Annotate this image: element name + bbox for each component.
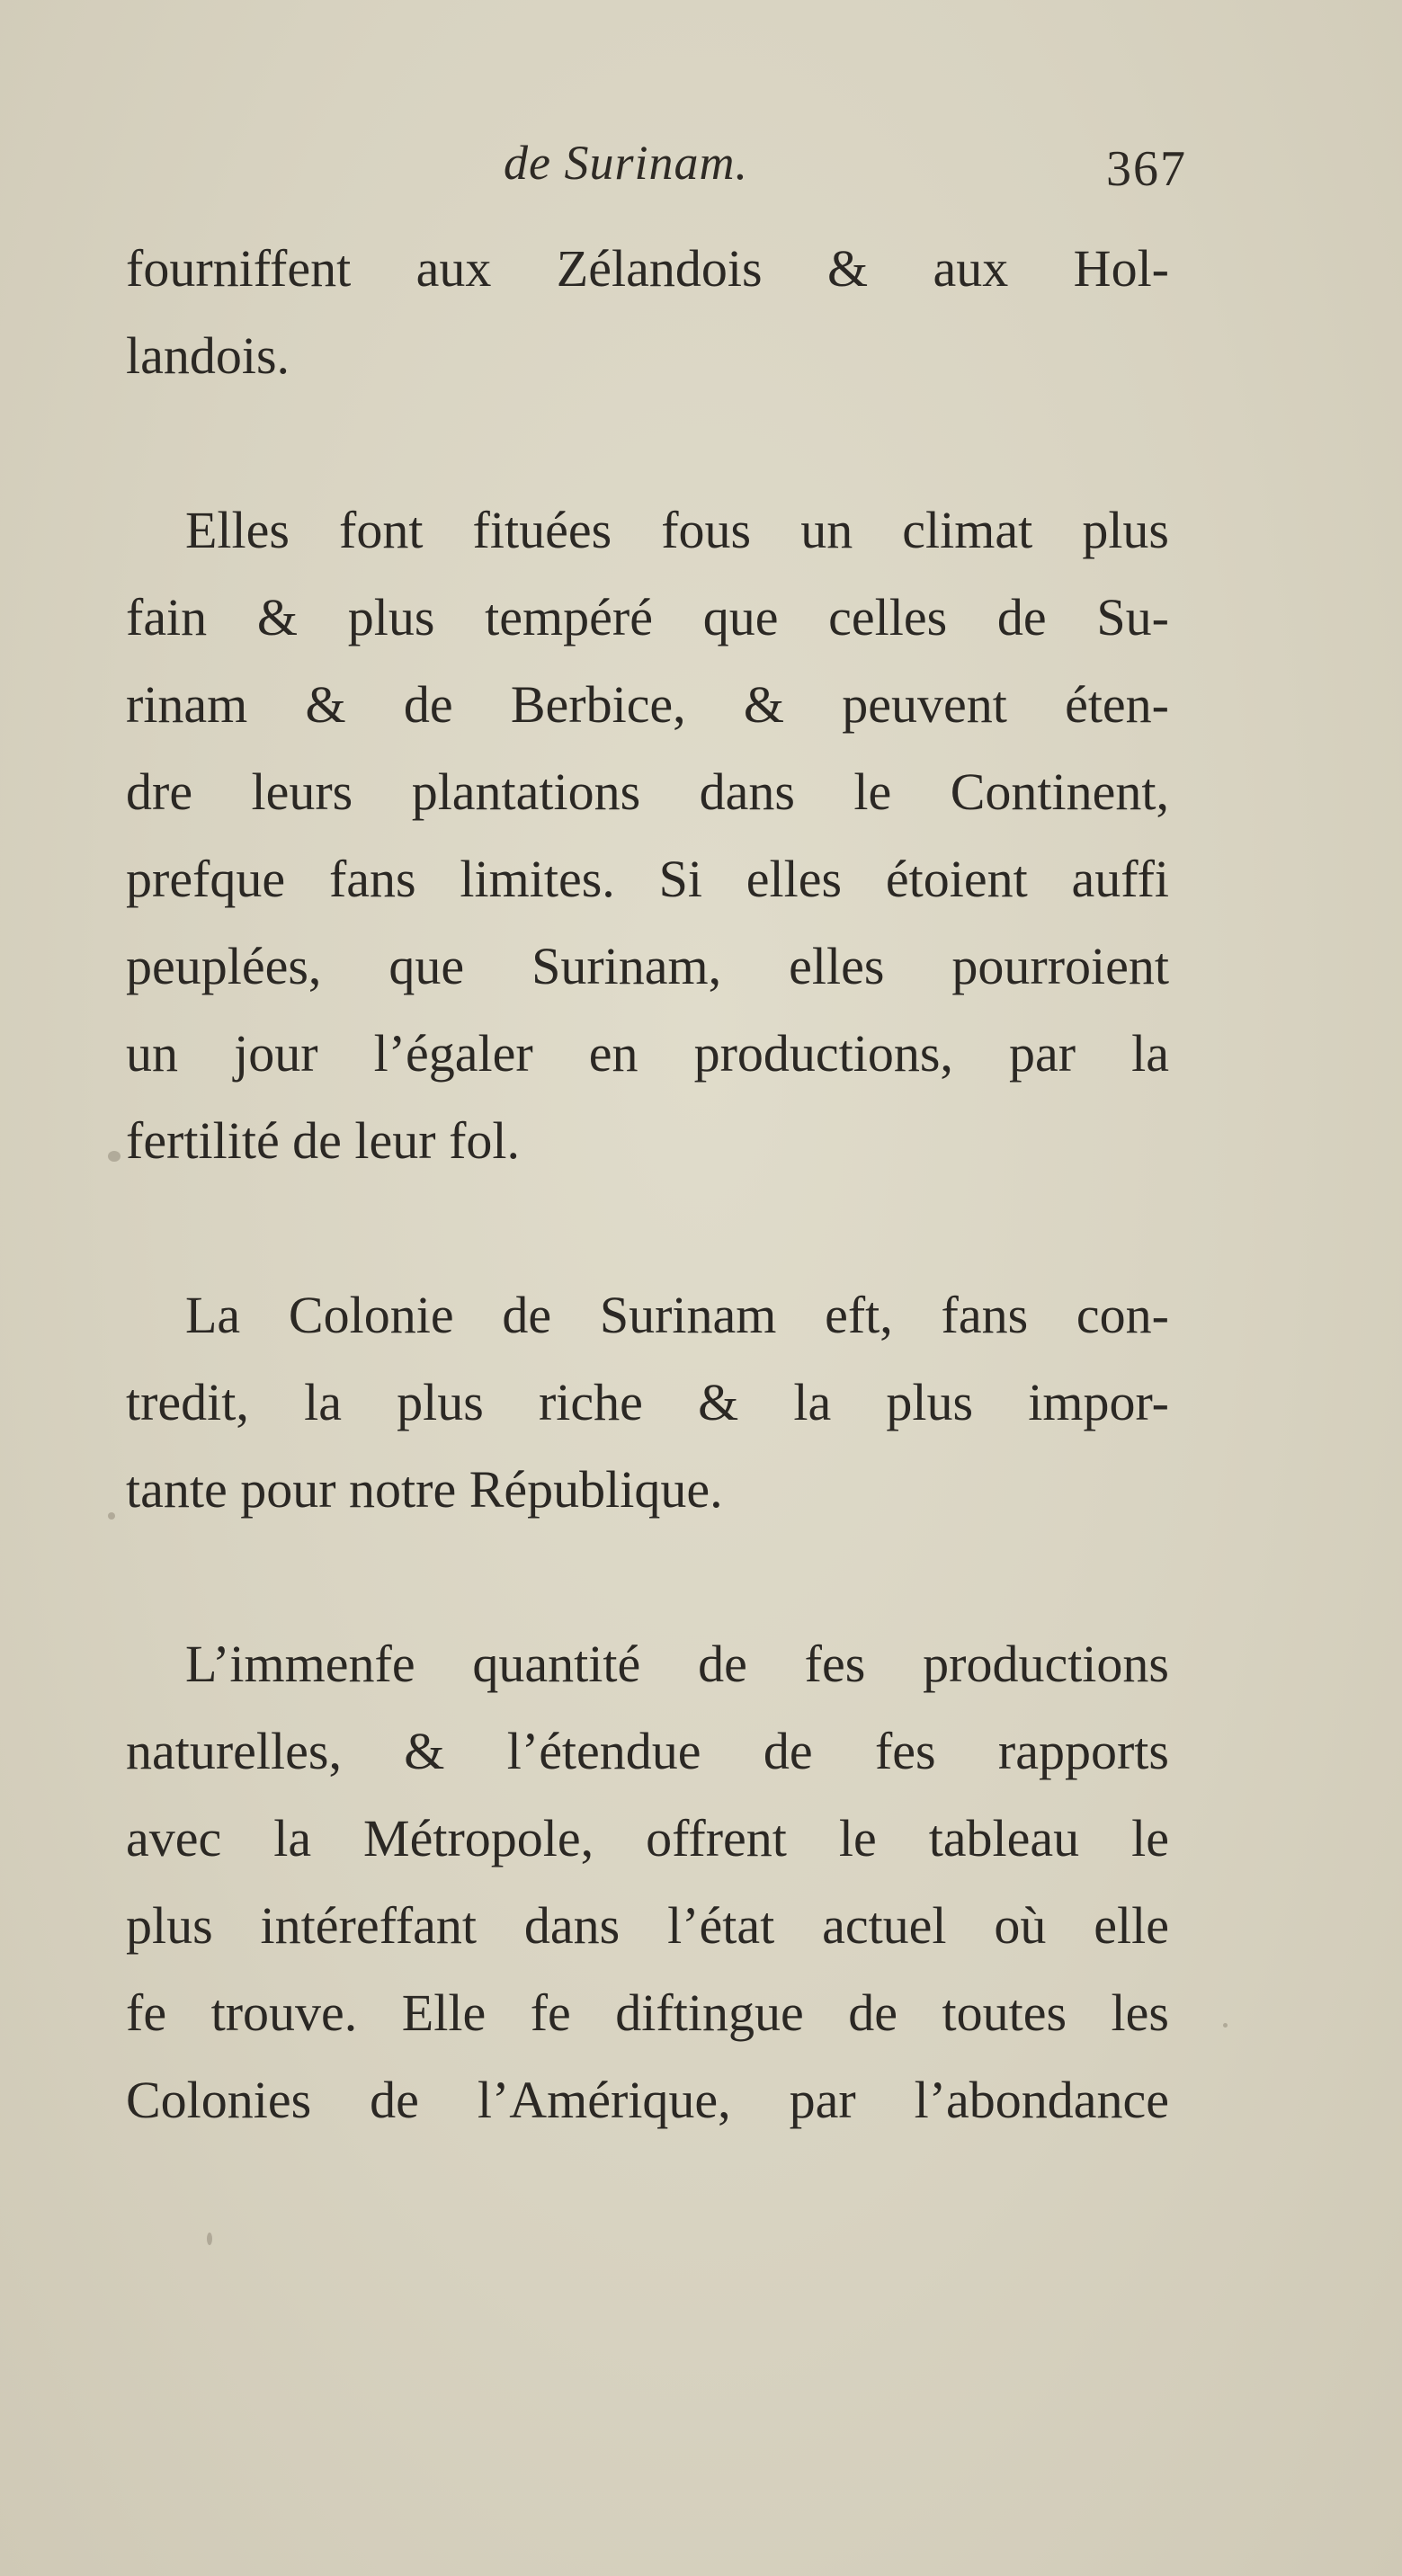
text-line: naturelles, & l’étendue de fes rapports <box>126 1722 1169 1780</box>
paper-speck <box>108 1512 115 1520</box>
running-title: de Surinam. <box>504 136 748 190</box>
paper-speck <box>108 1151 121 1162</box>
paragraph-3 <box>126 1271 1169 1533</box>
text-line: La Colonie de Surinam eft, fans con- <box>185 1286 1169 1344</box>
text-line: avec la Métropole, offrent le tableau le <box>126 1809 1169 1867</box>
paper-speck <box>207 2233 212 2245</box>
body-text <box>126 225 1169 2144</box>
text-line: tante pour notre République. <box>126 1460 723 1519</box>
text-line: L’immenfe quantité de fes productions <box>185 1635 1169 1693</box>
paragraph-4 <box>126 1620 1169 2144</box>
paragraph-2 <box>126 486 1169 1184</box>
text-line: Colonies de l’Amérique, par l’abondance <box>126 2071 1169 2129</box>
text-line: fourniffent aux Zélandois & aux Hol- <box>126 239 1169 298</box>
text-line: fertilité de leur fol. <box>126 1111 521 1170</box>
text-line: rinam & de Berbice, & peuvent éten- <box>126 675 1169 734</box>
text-line: fain & plus tempéré que celles de Su- <box>126 588 1169 646</box>
text-line: prefque fans limites. Si elles étoient auffi <box>126 850 1169 908</box>
text-line: dre leurs plantations dans le Continent, <box>126 762 1169 821</box>
text-line: fe trouve. Elle fe diftingue de toutes les <box>126 1983 1169 2042</box>
running-head <box>504 135 1187 207</box>
text-line: peuplées, que Surinam, elles pourroient <box>126 937 1169 995</box>
text-line: Elles font fituées fous un climat plus <box>185 501 1169 559</box>
paragraph-1 <box>126 225 1169 399</box>
text-line: landois. <box>126 326 290 385</box>
text-line: plus intéreffant dans l’état actuel où elle <box>126 1896 1169 1955</box>
page-number: 367 <box>1106 141 1187 197</box>
text-line: un jour l’égaler en productions, par la <box>126 1024 1169 1083</box>
text-line: tredit, la plus riche & la plus impor- <box>126 1373 1169 1431</box>
paper-speck <box>1223 2023 1228 2028</box>
